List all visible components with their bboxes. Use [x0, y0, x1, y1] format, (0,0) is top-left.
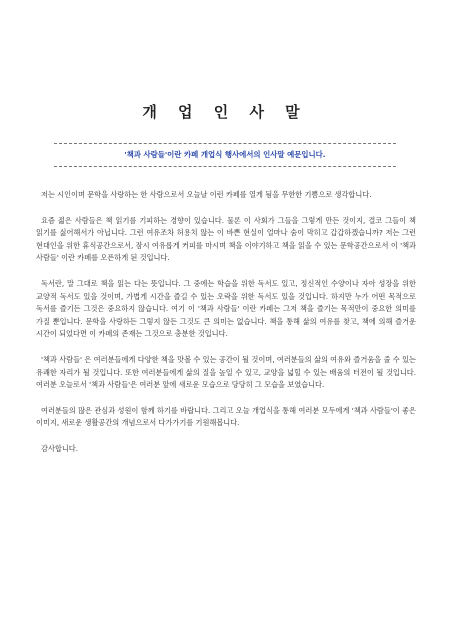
closing-thanks: 감사합니다. [41, 443, 79, 453]
document-subtitle: '책과 사람들'이란 카페 개업식 행사에서의 인사말 예문입니다. [124, 150, 326, 159]
document-title: 개 업 인 사 말 [142, 103, 308, 121]
document-body [36, 189, 416, 469]
paragraph-reading-trend: 요즘 젊은 사람들은 책 읽기를 기피하는 경향이 있습니다. 물론 이 사회가 그들을 그렇게 만든 것이지, 결코 그들이 책 읽기를 싫어해서가 아닙니다. 그런 여유조차 허용치 않는 이 바쁜 현실이 얼마나 숨이 막히고 갑갑하겠습니까? 저는 그런 현대인을 위한 휴식공간으로서, 잠시 여유롭게 커피를 마시며 책을 이야기하고 책을 읽을 수 있는 문학공간으로서 이 '책과 사람들' 이란 카페를 오픈하게 된 것입니다. [36, 215, 416, 263]
paragraph-meaning-of-reading: 독서란, 말 그대로 책을 읽는 다는 뜻입니다. 그 중에는 학습을 위한 독서도 있고, 정신적인 수양이나 자아 성장을 위한 교양적 독서도 있을 것이며, 가볍게 시간을 즐길 수 있는 오락을 위한 독서도 있을 것입니다. 하지만 누가 어떤 목적으로 독서를 즐기든 그것은 중요하지 않습니다. 여기 이 '책과 사람들' 이란 카페는 그저 책을 즐기는 목적만이 중요한 의미를 가질 뿐입니다. 문학을 사랑하든 그렇지 않든 그것도 큰 의미는 없습니다. 책을 통해 삶의 여유를 찾고, 책에 의해 즐거운 시간이 되었다면 이 카페의 존재는 그것으로 충분한 것입니다. [36, 278, 416, 339]
paragraph-wishes: 여러분들의 많은 관심과 성원이 함께 하기를 바랍니다. 그리고 오늘 개업식을 통해 여러분 모두에게 '책과 사람들'이 좋은 이미지, 새로운 생활공간의 개념으로서 다가가기를 기원해봅니다. [36, 405, 416, 428]
paragraph-cafe-purpose: '책과 사람들' 은 여러분들에게 다양한 책을 맛볼 수 있는 공간이 될 것이며, 여러분들의 삶의 여유와 즐거움을 줄 수 있는 유쾌한 자리가 될 것입니다. 또한 여러분들에게 삶의 질을 높일 수 있고, 교양을 넓힐 수 있는 배움의 터전이 될 것입니다. 여러분 오늘로서 '책과 사람들'은 여러분 앞에 새로운 모습으로 당당히 그 모습을 보였습니다. [36, 354, 416, 390]
paragraph-intro: 저는 시인이며 문학을 사랑하는 한 사람으로서 오늘날 이런 카페를 열게 됨을 무한한 기쁨으로 생각합니다. [41, 190, 372, 199]
